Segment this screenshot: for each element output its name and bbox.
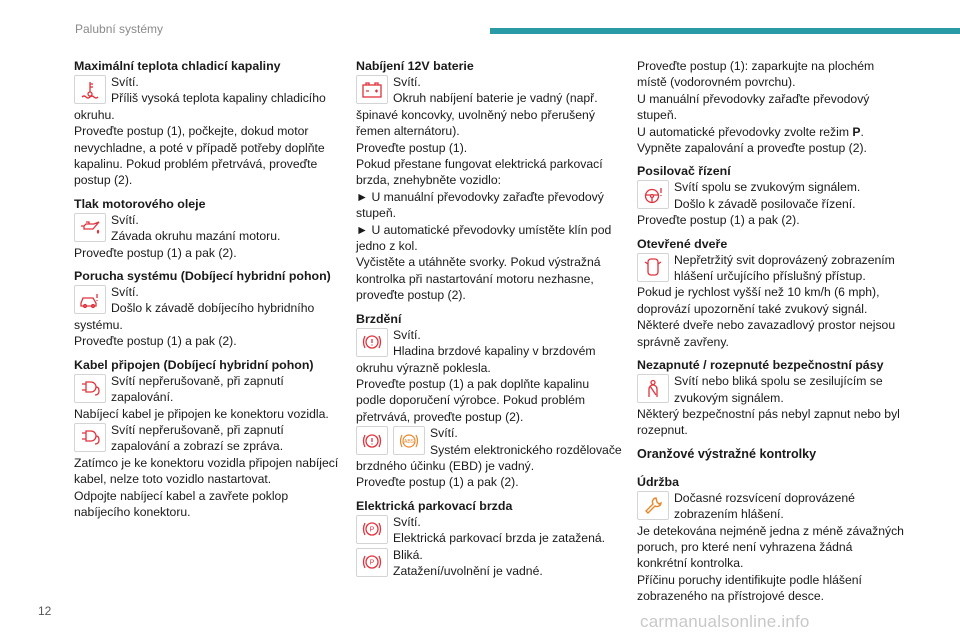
text-line: Závada okruhu mazání motoru. — [111, 229, 281, 244]
text-line: Proveďte postup (1), počkejte, dokud motor nevychladne, a poté v případě potřeby doplňte kapalinu. Pokud problém přetrvává, proveďte postup (2). — [74, 124, 325, 188]
text-line: Vyčistěte a utáhněte svorky. Pokud výstražná kontrolka při nastartování motoru nezhasne, proveďte postup (2). — [356, 255, 601, 303]
section-procedure-intro — [637, 58, 905, 156]
text-line: Odpojte nabíjecí kabel a zavřete poklop nabíjecího konektoru. — [74, 488, 289, 519]
text-line: Došlo k závadě posilovače řízení. — [674, 196, 856, 211]
section-title: Posilovač řízení — [637, 164, 731, 179]
text-line: Svítí spolu se zvukovým signálem. — [674, 180, 861, 195]
text-line: Proveďte postup (1) a pak doplňte kapalinu podle doporučení výrobce. Pokud problém přetrvává, proveďte postup (2). — [356, 376, 590, 424]
text-line: Nabíjecí kabel je připojen ke konektoru vozidla. — [74, 406, 329, 421]
section-power-steering — [637, 163, 905, 228]
section-seatbelt — [637, 357, 905, 439]
column-1 — [74, 58, 342, 527]
section-title: Brzdění — [356, 311, 402, 326]
orange-warnings-heading: Oranžové výstražné kontrolky — [637, 446, 817, 461]
text-line: Svítí nebo bliká spolu se zesilujícím se zvukovým signálem. — [674, 374, 883, 405]
parking-p-label: P — [369, 526, 375, 534]
parking-brake-icon — [356, 548, 388, 577]
abs-label: ABS — [403, 438, 415, 445]
section-braking — [356, 311, 622, 491]
section-title: Porucha systému (Dobíjecí hybridní pohon) — [74, 269, 331, 284]
text-line: Došlo k závadě dobíjecího hybridního systému. — [74, 301, 315, 332]
text-line: Dočasné rozsvícení doprovázené zobrazením hlášení. — [674, 490, 855, 522]
section-title: Otevřené dveře — [637, 236, 728, 251]
text-line: Bliká. — [393, 547, 423, 562]
text-line: Některý bezpečnostní pás nebyl zapnut nebo byl rozepnut. — [637, 406, 900, 438]
text-line: Svítí. — [111, 285, 139, 300]
section-oil-pressure — [74, 196, 342, 261]
hybrid-car-fault-icon — [74, 285, 106, 314]
section-cable-connected — [74, 357, 342, 521]
section-hybrid-fault — [74, 268, 342, 350]
text-line: Svítí. — [111, 75, 139, 89]
text-line: Svítí nepřerušovaně, při zapnutí zapalování a zobrazí se zpráva. — [111, 422, 284, 454]
text-span: . — [860, 124, 864, 139]
running-header: Palubní systémy — [75, 22, 164, 36]
section-title: Kabel připojen (Dobíjecí hybridní pohon) — [74, 357, 314, 372]
text-line: Okruh nabíjení baterie je vadný (např. špinavé koncovky, uvolněný nebo přerušený řemen alternátoru). — [356, 91, 598, 139]
watermark: carmanualsonline.info — [640, 612, 810, 631]
header-accent-bar — [490, 28, 960, 34]
text-line: Elektrická parkovací brzda je zatažená. — [393, 531, 606, 546]
text-line: Svítí nepřerušovaně, při zapnutí zapalování. — [111, 373, 284, 405]
section-parking-brake — [356, 498, 622, 580]
text-line: Proveďte postup (1) a pak (2). — [74, 334, 237, 349]
charging-plug-icon — [74, 423, 106, 452]
text-line: Svítí. — [393, 327, 421, 342]
text-line: Proveďte postup (1) a pak (2). — [356, 475, 519, 490]
text-line: Systém elektronického rozdělovače brzdného účinku (EBD) je vadný. — [356, 442, 622, 473]
section-title: Nezapnuté / rozepnuté bezpečnostní pásy — [637, 358, 884, 373]
mode-p: P — [852, 124, 861, 139]
steering-warning-icon — [637, 180, 669, 209]
parking-p-label: P — [369, 559, 375, 567]
section-title: Nabíjení 12V baterie — [356, 59, 474, 73]
text-line: Některé dveře nebo zavazadlový prostor nejsou správně zavřeny. — [637, 318, 896, 349]
text-line: Proveďte postup (1) a pak (2). — [74, 245, 237, 260]
text-line: Proveďte postup (1): zaparkujte na plochém místě (vodorovném povrchu). — [637, 59, 875, 90]
seatbelt-icon — [637, 374, 669, 403]
section-door-open — [637, 236, 905, 350]
text-line: Svítí. — [393, 75, 421, 89]
text-line: Pokud je rychlost vyšší než 10 km/h (6 mph), doprovází upozornění také zvukový signál. — [637, 285, 880, 316]
text-line: Zatažení/uvolnění je vadné. — [393, 563, 543, 578]
text-span: U automatické převodovky zvolte režim — [637, 124, 853, 139]
text-line: Vypněte zapalování a proveďte postup (2). — [637, 141, 867, 156]
text-line: Svítí. — [111, 212, 139, 227]
brake-warning-icon — [356, 328, 388, 357]
battery-icon — [356, 75, 388, 104]
text-line: Příčinu poruchy identifikujte podle hlášení zobrazeného na přístrojové desce. — [637, 572, 862, 604]
door-open-icon — [637, 253, 669, 282]
bullet-item: ► U manuální převodovky zařaďte převodový stupeň. — [356, 189, 604, 221]
section-title: Údržba — [637, 474, 679, 489]
wrench-icon — [637, 491, 669, 520]
text-line: Proveďte postup (1). — [356, 140, 468, 155]
text-line: Zatímco je ke konektoru vozidla připojen nabíjecí kabel, nelze toto vozidlo nastartovat. — [74, 455, 339, 487]
text-line: Příliš vysoká teplota kapaliny chladicího okruhu. — [74, 91, 326, 122]
oil-pressure-icon — [74, 213, 106, 242]
text-line: Hladina brzdové kapaliny v brzdovém okruhu výrazně poklesla. — [356, 344, 596, 375]
section-title: Maximální teplota chladicí kapaliny — [74, 59, 281, 73]
text-line: U manuální převodovky zařaďte převodový stupeň. — [637, 91, 870, 123]
column-3 — [637, 58, 905, 612]
text-line: Proveďte postup (1) a pak (2). — [637, 213, 800, 228]
section-title: Tlak motorového oleje — [74, 196, 206, 211]
text-line — [637, 124, 905, 140]
section-maintenance — [637, 474, 905, 605]
text-line: Je detekována nejméně jedna z méně závažných poruch, pro které není vyhrazena žádná konkrétní kontrolka. — [637, 523, 904, 571]
bullet-item: ► U automatické převodovky umístěte klín pod jedno z kol. — [356, 222, 612, 254]
section-battery-charging — [356, 58, 622, 304]
text-line: Svítí. — [430, 426, 458, 441]
parking-brake-icon — [356, 515, 388, 544]
brake-warning-icon — [356, 426, 388, 455]
page-number: 12 — [38, 604, 52, 618]
text-line: Svítí. — [393, 514, 421, 529]
charging-plug-icon — [74, 374, 106, 403]
column-2 — [356, 58, 622, 586]
text-line: Nepřetržitý svit doprovázený zobrazením hlášení určujícího příslušný přístup. — [674, 252, 895, 284]
section-coolant-temperature — [74, 58, 342, 189]
abs-icon — [393, 426, 425, 455]
coolant-temperature-icon — [74, 75, 106, 104]
text-line: Pokud přestane fungovat elektrická parkovací brzda, znehybněte vozidlo: — [356, 157, 603, 188]
section-title: Elektrická parkovací brzda — [356, 498, 513, 513]
